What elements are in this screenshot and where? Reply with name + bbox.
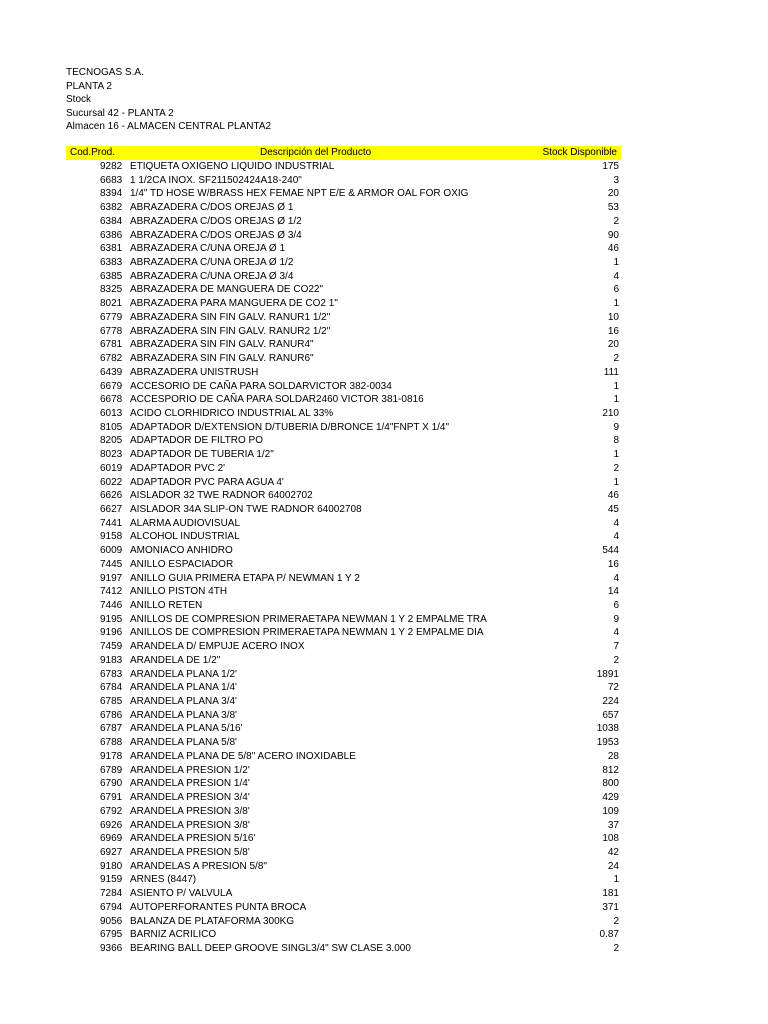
- product-description: ANILLO PISTON 4TH: [130, 586, 228, 598]
- table-row: [66, 544, 621, 558]
- available-stock: 16: [607, 325, 619, 337]
- product-description: ANILLOS DE COMPRESION PRIMERAETAPA NEWMAN 1 Y 2 EMPALME DIA: [130, 627, 484, 639]
- product-description: ARANDELA PRESION 1/2': [130, 764, 250, 776]
- table-row: [66, 380, 621, 394]
- available-stock: 20: [607, 339, 619, 351]
- product-description: ANILLO RETEN: [130, 600, 203, 611]
- table-row: [66, 393, 621, 407]
- product-description: ARANDELA PRESION 3/8': [130, 819, 250, 831]
- table-row: [66, 846, 621, 860]
- product-code: 6382: [100, 202, 123, 214]
- product-code: 8325: [100, 284, 123, 296]
- available-stock: 1: [613, 394, 619, 406]
- product-code: 6386: [100, 229, 123, 241]
- product-description: ARANDELA PLANA 3/8': [130, 709, 237, 721]
- product-code: 9195: [100, 613, 123, 625]
- table-row: [66, 626, 621, 640]
- table-row: [66, 270, 621, 284]
- product-code: 8023: [100, 449, 123, 461]
- product-code: 6969: [100, 833, 123, 845]
- product-code: 6792: [100, 805, 123, 817]
- table-row: [66, 187, 621, 201]
- available-stock: 371: [602, 901, 619, 913]
- product-description: ABRAZADERA C/DOS OREJAS Ø 1: [130, 202, 294, 214]
- product-description: ARANDELA PRESION 1/4': [130, 778, 250, 790]
- available-stock: 37: [607, 819, 619, 831]
- table-row: [66, 366, 621, 380]
- available-stock: 4: [613, 572, 619, 584]
- table-row: [66, 283, 621, 297]
- available-stock: 1038: [596, 723, 619, 735]
- table-row: [66, 695, 621, 709]
- product-description: 1/4" TD HOSE W/BRASS HEX FEMAE NPT E/E & ARMOR OAL FOR OXIG: [130, 188, 469, 200]
- product-description: ARANDELA PLANA DE 5/8" ACERO INOXIDABLE: [130, 750, 356, 762]
- product-code: 8205: [100, 435, 123, 447]
- product-description: ARANDELA PRESION 3/8': [130, 805, 250, 817]
- available-stock: 28: [607, 750, 619, 762]
- product-description: AMONIACO ANHIDRO: [130, 545, 233, 557]
- table-row: [66, 901, 621, 915]
- product-code: 6013: [100, 407, 123, 419]
- available-stock: 109: [602, 805, 619, 817]
- plant-name: PLANTA 2: [66, 80, 112, 92]
- available-stock: 181: [602, 888, 619, 900]
- report-title: Stock: [66, 94, 92, 106]
- table-row: [66, 860, 621, 874]
- table-row: [66, 256, 621, 270]
- table-row: [66, 325, 621, 339]
- table-row: [66, 654, 621, 668]
- product-code: 6383: [100, 257, 123, 269]
- product-code: 9183: [100, 654, 123, 666]
- table-row: [66, 750, 621, 764]
- product-description: ABRAZADERA PARA MANGUERA DE CO2 1": [130, 298, 338, 310]
- table-row: [66, 558, 621, 572]
- available-stock: 429: [602, 792, 619, 804]
- table-row: [66, 572, 621, 586]
- available-stock: 53: [607, 202, 619, 214]
- stock-table: [66, 146, 621, 956]
- available-stock: 14: [607, 586, 619, 598]
- available-stock: 1: [613, 257, 619, 269]
- product-description: ABRAZADERA C/UNA OREJA Ø 1: [130, 243, 286, 255]
- available-stock: 812: [602, 764, 619, 776]
- table-row: [66, 476, 621, 490]
- product-description: ARANDELA D/ EMPUJE ACERO INOX: [130, 641, 305, 653]
- product-description: ABRAZADERA SIN FIN GALV. RANUR4": [130, 339, 314, 351]
- available-stock: 111: [603, 366, 619, 378]
- available-stock: 8: [613, 435, 619, 447]
- table-row: [66, 709, 621, 723]
- product-code: 7284: [100, 888, 123, 900]
- table-row: [66, 503, 621, 517]
- product-description: AISLADOR 32 TWE RADNOR 64002702: [130, 490, 313, 502]
- available-stock: 45: [607, 503, 619, 515]
- report-header: [66, 66, 271, 134]
- product-code: 6381: [100, 243, 123, 255]
- table-row: [66, 942, 621, 956]
- available-stock: 2: [613, 942, 619, 954]
- product-code: 6679: [100, 380, 123, 392]
- product-code: 8394: [100, 188, 123, 200]
- product-description: ANILLO ESPACIADOR: [130, 558, 234, 570]
- product-code: 9282: [100, 161, 123, 172]
- product-code: 6783: [100, 668, 123, 680]
- table-row: [66, 928, 621, 942]
- product-description: ACIDO CLORHIDRICO INDUSTRIAL AL 33%: [130, 407, 334, 419]
- table-header-row: [66, 146, 621, 160]
- product-description: ARANDELA PRESION 5/8': [130, 846, 250, 858]
- available-stock: 1: [613, 380, 619, 392]
- table-row: [66, 791, 621, 805]
- available-stock: 90: [607, 229, 619, 241]
- table-row: [66, 517, 621, 531]
- available-stock: 3: [613, 174, 619, 186]
- product-description: BALANZA DE PLATAFORMA 300KG: [130, 915, 295, 927]
- product-code: 6795: [100, 929, 123, 941]
- warehouse-name: Almacen 16 - ALMACEN CENTRAL PLANTA2: [66, 121, 272, 133]
- table-row: [66, 311, 621, 325]
- product-code: 6439: [100, 366, 123, 378]
- available-stock: 46: [607, 243, 619, 255]
- available-stock: 1953: [596, 737, 619, 749]
- table-row: [66, 873, 621, 887]
- table-row: [66, 819, 621, 833]
- available-stock: 24: [607, 860, 619, 872]
- product-description: ARANDELA PLANA 5/8': [130, 737, 237, 749]
- available-stock: 6: [613, 600, 619, 611]
- product-description: ABRAZADERA C/UNA OREJA Ø 1/2: [130, 257, 294, 269]
- product-description: ARANDELA PLANA 3/4': [130, 696, 237, 708]
- product-code: 9196: [100, 627, 123, 639]
- product-code: 6626: [100, 490, 123, 502]
- product-code: 6926: [100, 819, 123, 831]
- table-row: [66, 201, 621, 215]
- available-stock: 4: [613, 627, 619, 639]
- product-code: 9178: [100, 750, 123, 762]
- product-description: ARANDELA PLANA 1/4': [130, 682, 237, 694]
- product-description: ARANDELA PRESION 5/16': [130, 833, 256, 845]
- available-stock: 4: [613, 531, 619, 543]
- column-header-code: Cod.Prod.: [70, 147, 116, 158]
- table-row: [66, 229, 621, 243]
- product-description: ALCOHOL INDUSTRIAL: [130, 531, 240, 543]
- table-row: [66, 599, 621, 613]
- product-code: 6782: [100, 353, 123, 365]
- product-code: 6779: [100, 311, 123, 323]
- product-code: 8105: [100, 421, 123, 433]
- available-stock: 224: [602, 696, 619, 708]
- table-row: [66, 489, 621, 503]
- product-description: ANILLO GUIA PRIMERA ETAPA P/ NEWMAN 1 Y 2: [130, 572, 360, 584]
- product-code: 6784: [100, 682, 123, 694]
- product-description: ARANDELA DE 1/2": [130, 654, 221, 666]
- company-name: TECNOGAS S.A.: [66, 67, 144, 78]
- available-stock: 2: [613, 654, 619, 666]
- product-description: ARNES (8447): [130, 874, 197, 886]
- table-row: [66, 764, 621, 778]
- product-code: 6019: [100, 462, 123, 474]
- product-code: 9158: [100, 531, 123, 543]
- available-stock: 657: [602, 709, 619, 721]
- product-description: ADAPTADOR DE FILTRO PO: [130, 435, 263, 447]
- product-code: 6791: [100, 792, 123, 804]
- product-description: ARANDELA PLANA 1/2': [130, 668, 237, 680]
- available-stock: 210: [602, 407, 619, 419]
- available-stock: 4: [613, 517, 619, 529]
- product-code: 9056: [100, 915, 123, 927]
- product-description: ALARMA AUDIOVISUAL: [130, 517, 241, 529]
- product-code: 6786: [100, 709, 123, 721]
- available-stock: 1: [613, 449, 619, 461]
- table-row: [66, 805, 621, 819]
- product-code: 6788: [100, 737, 123, 749]
- product-description: ABRAZADERA SIN FIN GALV. RANUR2 1/2": [130, 325, 331, 337]
- product-description: ANILLOS DE COMPRESION PRIMERAETAPA NEWMAN 1 Y 2 EMPALME TRA: [130, 613, 487, 625]
- product-code: 8021: [100, 298, 123, 310]
- product-description: ABRAZADERA SIN FIN GALV. RANUR6": [130, 353, 314, 365]
- available-stock: 1891: [596, 668, 619, 680]
- product-description: BEARING BALL DEEP GROOVE SINGL3/4" SW CLASE 3.000: [130, 942, 411, 954]
- product-code: 7446: [100, 600, 123, 611]
- product-code: 6683: [100, 174, 123, 186]
- table-row: [66, 297, 621, 311]
- product-code: 6790: [100, 778, 123, 790]
- table-row: [66, 462, 621, 476]
- table-row: [66, 242, 621, 256]
- table-row: [66, 832, 621, 846]
- product-code: 6789: [100, 764, 123, 776]
- product-description: ETIQUETA OXIGENO LIQUIDO INDUSTRIAL: [130, 161, 335, 172]
- product-code: 6022: [100, 476, 123, 488]
- available-stock: 42: [607, 846, 619, 858]
- product-code: 9159: [100, 874, 123, 886]
- column-header-description: Descripción del Producto: [260, 147, 372, 158]
- product-description: ADAPTADOR D/EXTENSION D/TUBERIA D/BRONCE 1/4"FNPT X 1/4": [130, 421, 450, 433]
- product-description: ARANDELA PLANA 5/16': [130, 723, 243, 735]
- table-row: [66, 352, 621, 366]
- product-code: 6927: [100, 846, 123, 858]
- table-row: [66, 407, 621, 421]
- table-row: [66, 160, 621, 174]
- product-description: AISLADOR 34A SLIP-ON TWE RADNOR 64002708: [130, 503, 362, 515]
- product-code: 6785: [100, 696, 123, 708]
- product-description: ADAPTADOR DE TUBERIA 1/2": [130, 449, 274, 461]
- product-description: ABRAZADERA C/DOS OREJAS Ø 1/2: [130, 215, 302, 227]
- product-code: 9180: [100, 860, 123, 872]
- available-stock: 7: [613, 641, 619, 653]
- table-row: [66, 448, 621, 462]
- table-row: [66, 887, 621, 901]
- product-code: 7441: [100, 517, 123, 529]
- available-stock: 800: [602, 778, 619, 790]
- product-description: ABRAZADERA DE MANGUERA DE CO22": [130, 284, 324, 296]
- available-stock: 544: [602, 545, 619, 557]
- available-stock: 9: [613, 421, 619, 433]
- table-row: [66, 613, 621, 627]
- available-stock: 16: [607, 558, 619, 570]
- product-description: ARANDELAS A PRESION 5/8": [130, 860, 267, 872]
- available-stock: 6: [613, 284, 619, 296]
- table-row: [66, 215, 621, 229]
- available-stock: 46: [607, 490, 619, 502]
- table-row: [66, 585, 621, 599]
- table-row: [66, 530, 621, 544]
- product-description: 1 1/2CA INOX. SF211502424A18-240": [130, 174, 302, 186]
- product-description: ADAPTADOR PVC PARA AGUA 4': [130, 476, 284, 488]
- available-stock: 9: [613, 613, 619, 625]
- product-code: 6678: [100, 394, 123, 406]
- product-code: 7445: [100, 558, 123, 570]
- table-row: [66, 174, 621, 188]
- product-code: 6385: [100, 270, 123, 282]
- product-description: ABRAZADERA C/DOS OREJAS Ø 3/4: [130, 229, 302, 241]
- product-description: AUTOPERFORANTES PUNTA BROCA: [130, 901, 307, 913]
- available-stock: 72: [607, 682, 619, 694]
- table-row: [66, 915, 621, 929]
- product-description: ARANDELA PRESION 3/4': [130, 792, 250, 804]
- available-stock: 2: [613, 915, 619, 927]
- available-stock: 1: [613, 476, 619, 488]
- product-code: 6794: [100, 901, 123, 913]
- product-description: BARNIZ ACRILICO: [130, 929, 217, 941]
- branch-name: Sucursal 42 - PLANTA 2: [66, 107, 174, 119]
- available-stock: 4: [613, 270, 619, 282]
- product-code: 6627: [100, 503, 123, 515]
- table-row: [66, 434, 621, 448]
- table-body: [66, 160, 621, 956]
- table-row: [66, 736, 621, 750]
- table-row: [66, 338, 621, 352]
- product-code: 7459: [100, 641, 123, 653]
- table-row: [66, 421, 621, 435]
- product-description: ACCESPORIO DE CAÑA PARA SOLDAR2460 VICTOR 381-0816: [130, 394, 424, 406]
- product-code: 6781: [100, 339, 123, 351]
- available-stock: 2: [613, 462, 619, 474]
- product-description: ABRAZADERA UNISTRUSH: [130, 366, 259, 378]
- product-code: 9197: [100, 572, 123, 584]
- product-code: 6009: [100, 545, 123, 557]
- available-stock: 20: [607, 188, 619, 200]
- product-code: 6384: [100, 215, 123, 227]
- available-stock: 108: [602, 833, 619, 845]
- available-stock: 2: [613, 353, 619, 365]
- table-row: [66, 668, 621, 682]
- table-row: [66, 681, 621, 695]
- available-stock: 0.87: [599, 929, 619, 941]
- available-stock: 1: [613, 874, 619, 886]
- product-code: 9366: [100, 942, 123, 954]
- product-code: 6787: [100, 723, 123, 735]
- table-row: [66, 777, 621, 791]
- available-stock: 10: [607, 311, 619, 323]
- available-stock: 2: [613, 215, 619, 227]
- product-description: ACCESORIO DE CAÑA PARA SOLDARVICTOR 382-0034: [130, 380, 392, 392]
- product-description: ABRAZADERA SIN FIN GALV. RANUR1 1/2": [130, 311, 331, 323]
- product-code: 7412: [100, 586, 123, 598]
- table-row: [66, 640, 621, 654]
- available-stock: 1: [613, 298, 619, 310]
- column-header-stock: Stock Disponible: [542, 147, 617, 158]
- available-stock: 175: [602, 161, 619, 172]
- table-row: [66, 722, 621, 736]
- product-description: ASIENTO P/ VALVULA: [130, 888, 233, 900]
- product-description: ABRAZADERA C/UNA OREJA Ø 3/4: [130, 270, 294, 282]
- product-description: ADAPTADOR PVC 2': [130, 462, 226, 474]
- product-code: 6778: [100, 325, 123, 337]
